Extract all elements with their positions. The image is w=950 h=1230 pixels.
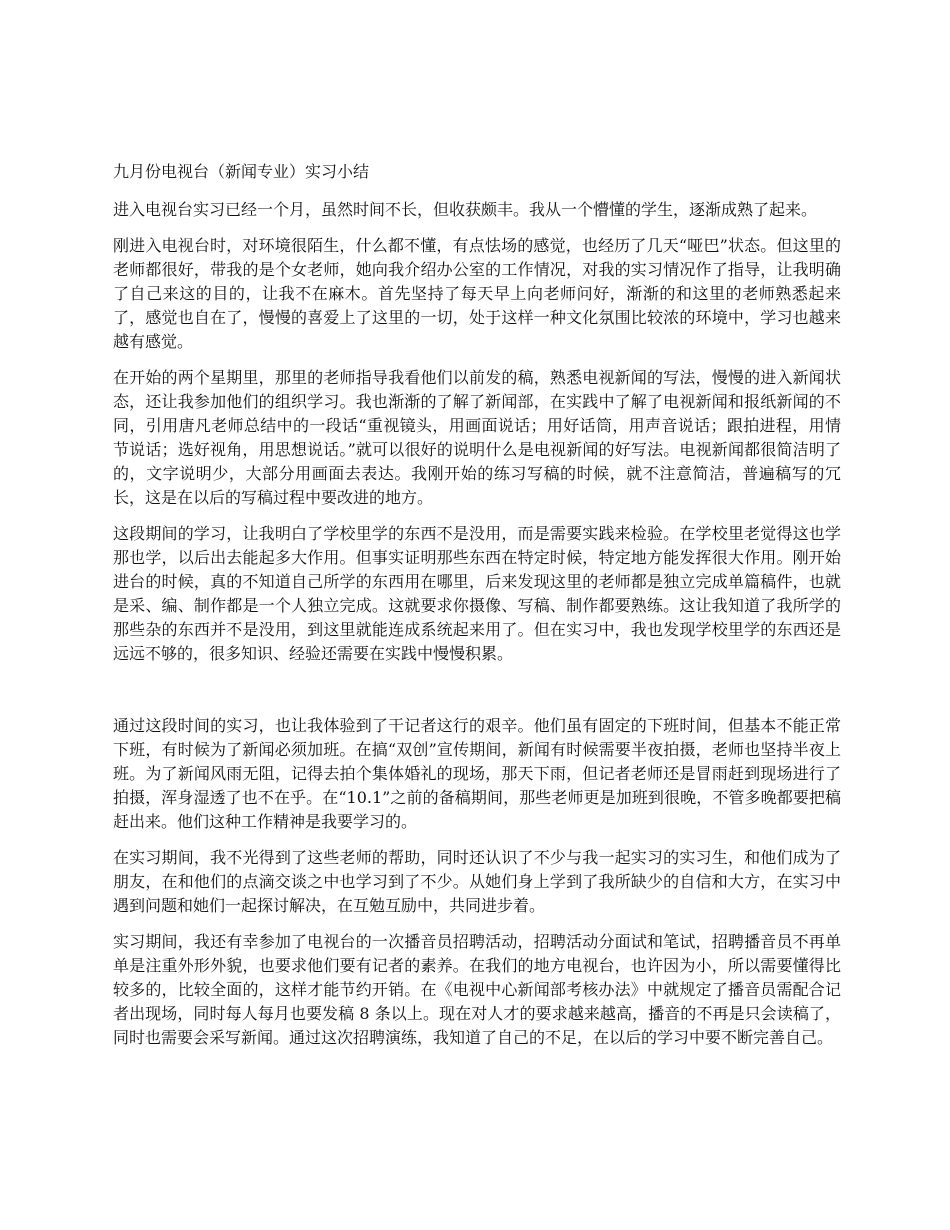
paragraph-intro: 进入电视台实习已经一个月，虽然时间不长，但收获颇丰。我从一个懵懂的学生，逐渐成熟了起来。: [113, 200, 818, 219]
paragraph-school-learning: 这段期间的学习，让我明白了学校里学的东西不是没用，而是需要实践来检验。在学校里老觉得这也学那也学，以后出去能起多大作用。但事实证明那些东西在特定时候，特定地方能发挥很大作用。刚开始进台的时候，真的不知道自己所学的东西用在哪里，后来发现这里的老师都是独立完成单篇稿件，也就是采、编、制作都是一个人独立完成。这就要求你摄像、写稿、制作都要熟练。这让我知道了我所学的那些杂的东西并不是没用，到这里就能连成系统起来用了。但在实习中，我也发现学校里学的东西还是远远不够的，很多知识、经验还需要在实践中慢慢积累。: [113, 524, 841, 663]
paragraph-fellow-interns: 在实习期间，我不光得到了这些老师的帮助，同时还认识了不少与我一起实习的实习生，和他们成为了朋友，在和他们的点滴交谈之中也学习到了不少。从她们身上学到了我所缺少的自信和大方，在实习中遇到问题和她们一起探讨解决，在互勉互励中，共同进步着。: [113, 848, 841, 915]
paragraph-anchor-recruitment: 实习期间，我还有幸参加了电视台的一次播音员招聘活动，招聘活动分面试和笔试，招聘播音员不再单单是注重外形外貌，也要求他们要有记者的素养。在我们的地方电视台，也许因为小，所以需要懂得比较多的，比较全面的，这样才能节约开销。在《电视中心新闻部考核办法》中就规定了播音员需配合记者出现场，同时每人每月也要发稿 8 条以上。现在对人才的要求越来越高，播音的不再是只会读稿了，同时也需要会采写新闻。通过这次招聘演练，我知道了自己的不足，在以后的学习中要不断完善自己。: [113, 932, 841, 1047]
section-gap: [113, 678, 841, 714]
paragraph-first-weeks: 在开始的两个星期里，那里的老师指导我看他们以前发的稿，熟悉电视新闻的写法，慢慢的进入新闻状态，还让我参加他们的组织学习。我也渐渐的了解了新闻部，在实践中了解了电视新闻和报纸新闻的不同，引用唐凡老师总结中的一段话“重视镜头，用画面说话；用好话筒，用声音说话；跟拍进程，用情节说话；选好视角，用思想说话。”就可以很好的说明什么是电视新闻的好写法。电视新闻都很简洁明了的，文字说明少，大部分用画面去表达。我刚开始的练习写稿的时候，就不注意简洁，普遍稿写的冗长，这是在以后的写稿过程中要改进的地方。: [113, 368, 841, 507]
paragraph-first-days: 刚进入电视台时，对环境很陌生，什么都不懂，有点怯场的感觉，也经历了几天“哑巴”状态。但这里的老师都很好，带我的是个女老师，她向我介绍办公室的工作情况，对我的实习情况作了指导，让我明确了自己来这的目的，让我不在麻木。首先坚持了每天早上向老师问好，渐渐的和这里的老师熟悉起来了，感觉也自在了，慢慢的喜爱上了这里的一切，处于这样一种文化氛围比较浓的环境中，学习也越来越有感觉。: [113, 236, 841, 351]
document-page: [113, 160, 841, 1062]
paragraph-reporter-hardship: 通过这段时间的实习，也让我体验到了干记者这行的艰辛。他们虽有固定的下班时间，但基本不能正常下班，有时候为了新闻必须加班。在搞“双创”宣传期间，新闻有时候需要半夜拍摄，老师也坚持半夜上班。为了新闻风雨无阻，记得去拍个集体婚礼的现场，那天下雨，但记者老师还是冒雨赶到现场进行了拍摄，浑身湿透了也不在乎。在“10.1”之前的备稿期间，那些老师更是加班到很晚，不管多晚都要把稿赶出来。他们这种工作精神是我要学习的。: [113, 716, 841, 831]
document-title: 九月份电视台（新闻专业）实习小结: [113, 162, 370, 181]
